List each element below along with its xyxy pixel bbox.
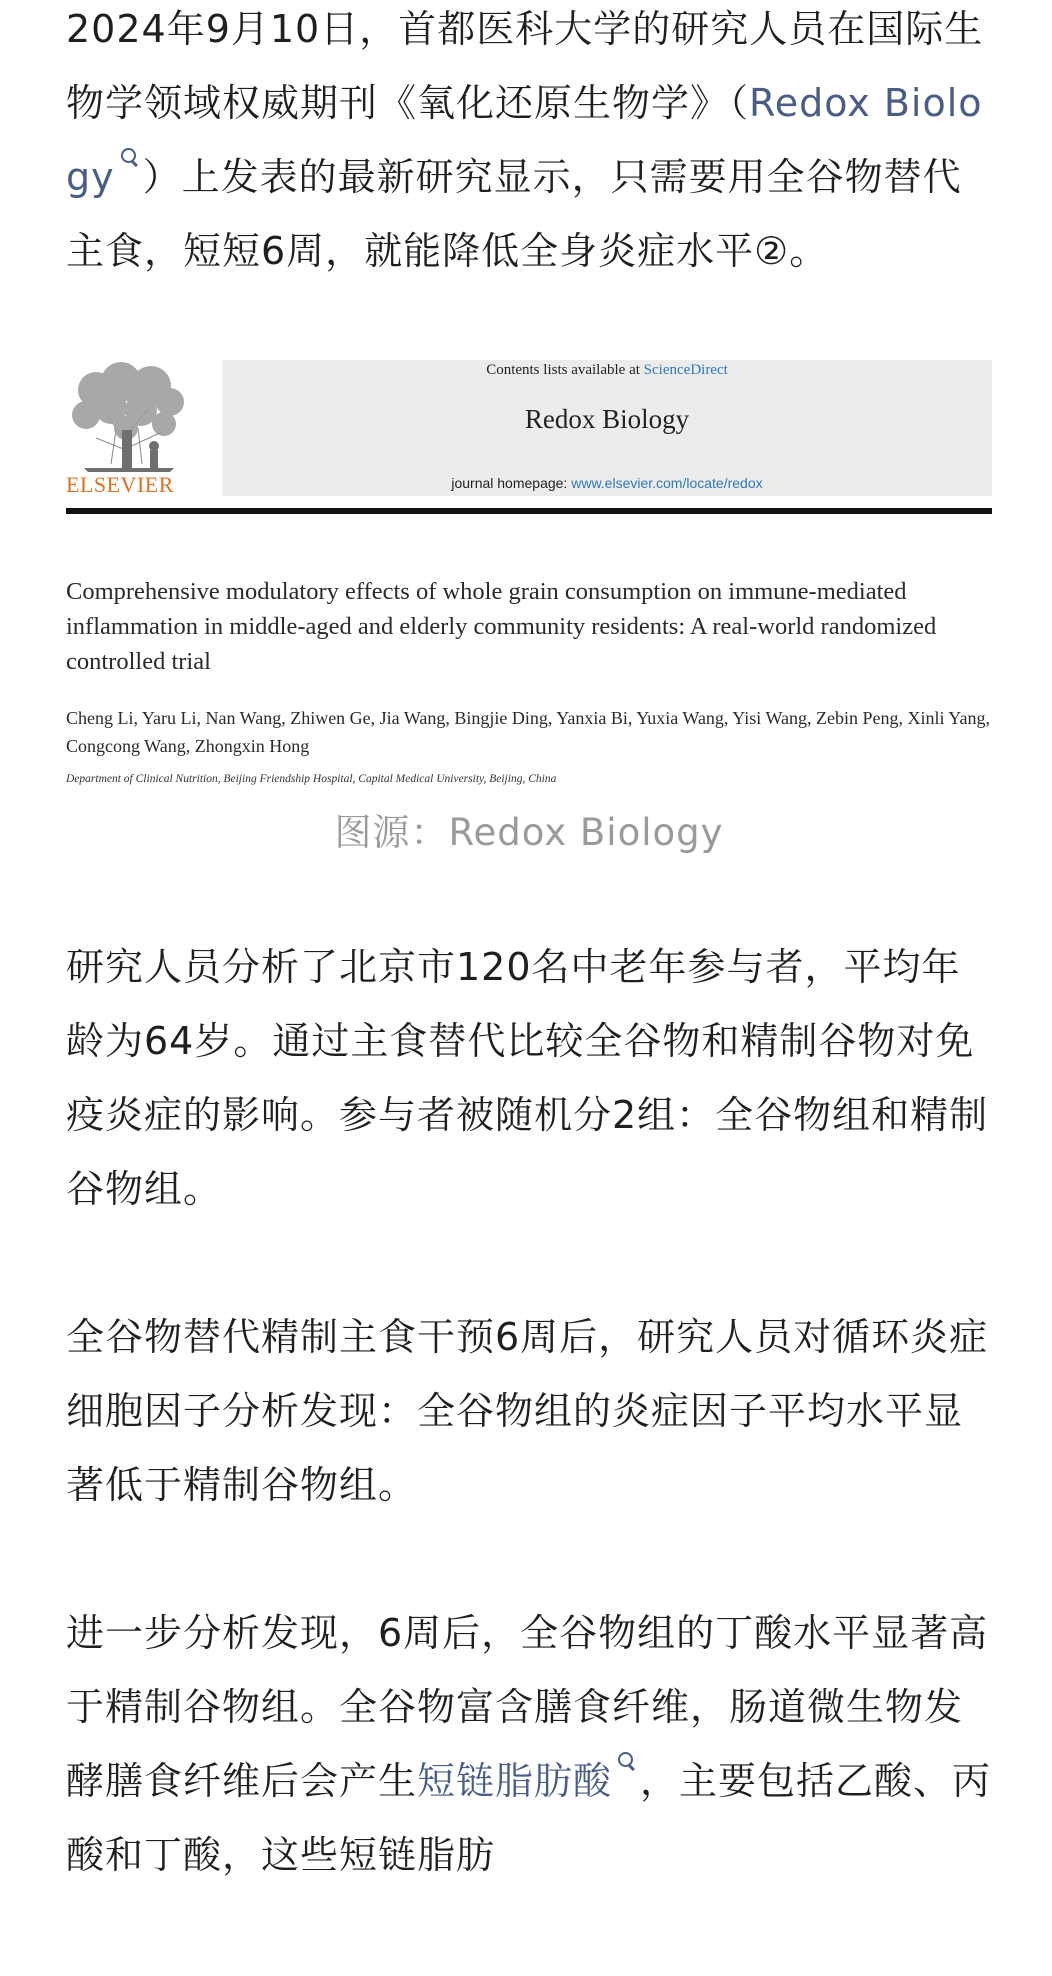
- spacer: [66, 856, 992, 930]
- paragraph-butyrate: [66, 1596, 992, 1892]
- intro-text-after: ）上发表的最新研究显示，只需要用全谷物替代主食，短短6周，就能降低全身炎症水平②。: [66, 155, 962, 273]
- paragraph-findings: 全谷物替代精制主食干预6周后，研究人员对循环炎症细胞因子分析发现：全谷物组的炎症因子平均水平显著低于精制谷物组。: [66, 1315, 989, 1507]
- search-icon[interactable]: [616, 1750, 638, 1772]
- butyrate-text-after: ，主要包括乙酸、丙酸和丁酸，这些短链脂肪: [66, 1759, 992, 1877]
- butyrate-text-before: 进一步分析发现，6周后，全谷物组的丁酸水平显著高于精制谷物组。全谷物富含膳食纤维，肠道微生物发酵膳食纤维后会产生: [66, 1611, 989, 1803]
- journal-title: Redox Biology: [524, 404, 690, 434]
- homepage-url: www.elsevier.com/locate/redox: [571, 475, 763, 491]
- paragraph-participants: 研究人员分析了北京市120名中老年参与者，平均年龄为64岁。通过主食替代比较全谷物和精制谷物对免疫炎症的影响。参与者被随机分2组：全谷物组和精制谷物组。: [66, 945, 989, 1211]
- intro-text-before: 2024年9月10日，首都医科大学的研究人员在国际生物学领域权威期刊《氧化还原生物学》（: [66, 7, 984, 125]
- paper-title: Comprehensive modulatory effects of whole grain consumption on immune-mediated inflammation in middle-aged and elderly community residents: A real-world randomized controlled trial: [66, 578, 937, 675]
- contents-prefix: Contents lists available at: [486, 362, 644, 378]
- elsevier-wordmark: ELSEVIER: [66, 472, 174, 497]
- sciencedirect-link: ScienceDirect: [643, 362, 728, 378]
- paper-header-image: [66, 360, 992, 788]
- image-caption: 图源：Redox Biology: [334, 811, 724, 854]
- paper-affiliation: Department of Clinical Nutrition, Beijing Friendship Hospital, Capital Medical University, Beijing, China: [66, 773, 557, 785]
- spacer: [66, 1226, 992, 1300]
- paper-authors: Cheng Li, Yaru Li, Nan Wang, Zhiwen Ge, Jia Wang, Bingjie Ding, Yanxia Bi, Yuxia Wang, Yisi Wang, Zebin Peng, Xinli Yang, Congcong Wang, Zhongxin Hong: [66, 708, 990, 756]
- journal-banner: [222, 360, 992, 496]
- spacer: [66, 1522, 992, 1596]
- article-body: [66, 0, 992, 1892]
- homepage-line: [222, 475, 992, 491]
- contents-line: [222, 362, 992, 379]
- scfa-link[interactable]: 短链脂肪酸: [417, 1759, 613, 1803]
- search-icon[interactable]: [119, 146, 141, 168]
- paragraph-intro: [66, 0, 992, 288]
- header-divider: [66, 508, 992, 514]
- redox-biology-link[interactable]: Redox Biology: [66, 81, 983, 199]
- homepage-prefix: journal homepage:: [451, 475, 572, 491]
